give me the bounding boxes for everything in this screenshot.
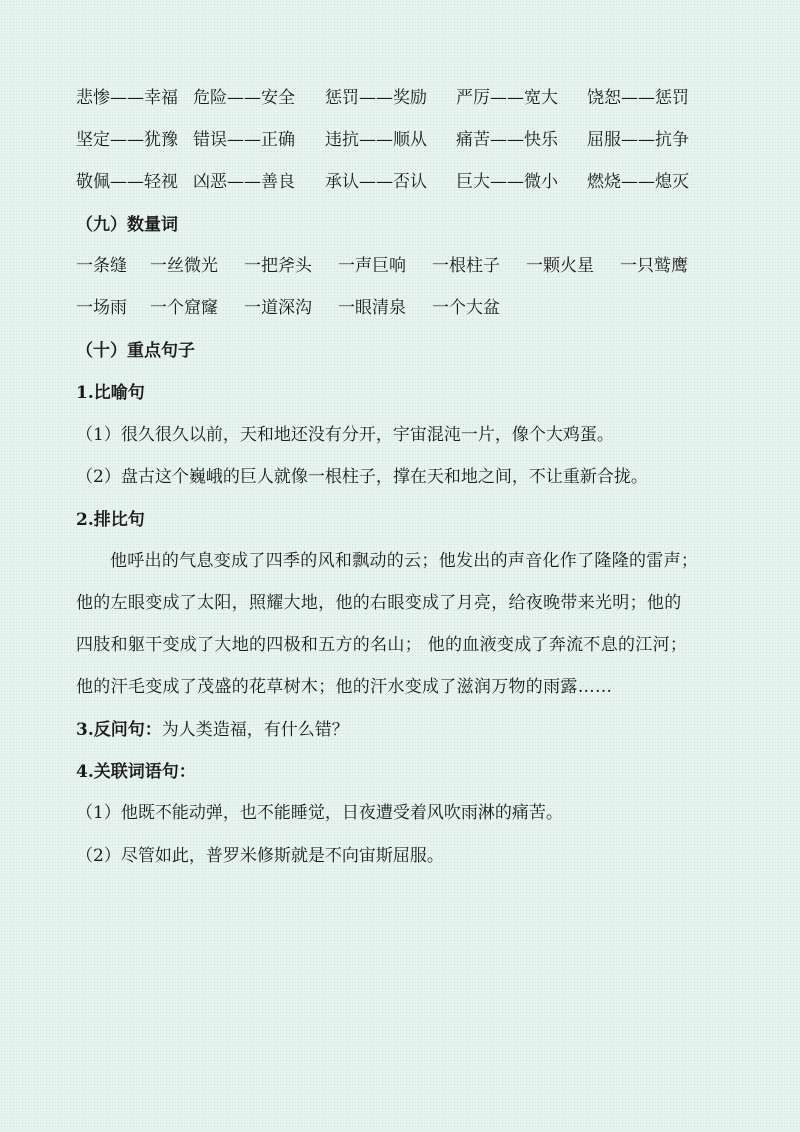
- antonym-pair: 痛苦——快乐: [456, 130, 558, 150]
- antonym-pair: 敬佩——轻视: [76, 172, 178, 192]
- antonym-pair: 坚定——犹豫: [76, 130, 178, 150]
- antonym-pair: 危险——安全: [193, 88, 295, 108]
- antonym-pair: 巨大——微小: [456, 172, 558, 192]
- rhetorical-text: 为人类造福，有什么错？: [161, 720, 349, 740]
- quantifier-item: 一根柱子: [432, 256, 500, 276]
- antonym-pair: 惩罚——奖励: [325, 88, 427, 108]
- quantifier-row-1: [76, 254, 688, 278]
- parallelism-line-3: 四肢和躯干变成了大地的四极和五方的名山； 他的血液变成了奔流不息的江河；: [76, 635, 688, 655]
- rhetorical-question: [76, 718, 349, 742]
- parallelism-line-1: 他呼出的气息变成了四季的风和飘动的云；他发出的声音化作了隆隆的雷声；: [110, 551, 699, 571]
- antonym-pair: 违抗——顺从: [325, 130, 427, 150]
- quantifier-item: 一道深沟: [244, 298, 312, 318]
- parallelism-line-2: 他的左眼变成了太阳，照耀大地，他的右眼变成了月亮，给夜晚带来光明；他的: [76, 593, 682, 613]
- parallelism-line-4: 他的汗毛变成了茂盛的花草树木；他的汗水变成了滋润万物的雨露……: [76, 677, 613, 697]
- antonym-pair: 严厉——宽大: [456, 88, 558, 108]
- antonym-pair: 悲惨——幸福: [76, 88, 178, 108]
- quantifier-item: 一把斧头: [244, 256, 312, 276]
- antonym-pair: 承认——否认: [325, 172, 427, 192]
- quantifier-item: 一丝微光: [150, 256, 218, 276]
- quantifier-item: 一声巨响: [338, 256, 406, 276]
- quantifier-item: 一条缝: [76, 256, 127, 276]
- quantifier-item: 一只鹫鹰: [620, 256, 688, 276]
- quantifier-item: 一眼清泉: [338, 298, 406, 318]
- section-heading-quantifiers: （九）数量词: [76, 215, 178, 235]
- antonym-row-1: [76, 86, 689, 110]
- quantifier-item: 一颗火星: [526, 256, 594, 276]
- simile-sentence-2: （2）盘古这个巍峨的巨人就像一根柱子，撑在天和地之间，不让重新合拢。: [76, 467, 648, 487]
- subheading-simile: 1.比喻句: [76, 383, 145, 403]
- antonym-pair: 饶恕——惩罚: [587, 88, 689, 108]
- antonym-row-3: [76, 170, 689, 194]
- antonym-pair: 凶恶——善良: [193, 172, 295, 192]
- rhetorical-label: 3.反问句：: [76, 720, 162, 740]
- antonym-pair: 屈服——抗争: [587, 130, 689, 150]
- simile-sentence-1: （1）很久很久以前，天和地还没有分开，宇宙混沌一片，像个大鸡蛋。: [76, 425, 614, 445]
- antonym-row-2: [76, 128, 689, 152]
- quantifier-row-2: [76, 296, 500, 320]
- conjunction-sentence-2: （2）尽管如此，普罗米修斯就是不向宙斯屈服。: [76, 846, 444, 866]
- antonym-pair: 错误——正确: [193, 130, 295, 150]
- section-heading-key-sentences: （十）重点句子: [76, 341, 195, 361]
- antonym-pair: 燃烧——熄灭: [587, 172, 689, 192]
- quantifier-item: 一个大盆: [432, 298, 500, 318]
- subheading-conjunctions: 4.关联词语句：: [76, 762, 196, 782]
- quantifier-item: 一个窟窿: [150, 298, 218, 318]
- quantifier-item: 一场雨: [76, 298, 127, 318]
- conjunction-sentence-1: （1）他既不能动弹，也不能睡觉，日夜遭受着风吹雨淋的痛苦。: [76, 803, 563, 823]
- subheading-parallelism: 2.排比句: [76, 510, 145, 530]
